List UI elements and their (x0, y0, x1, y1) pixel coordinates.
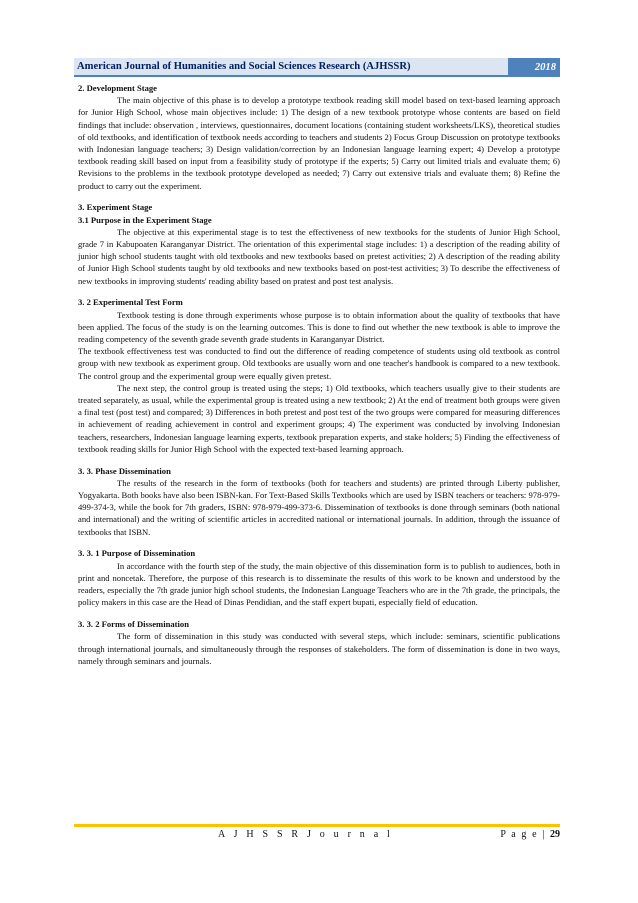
section-heading: 3. 3. 1 Purpose of Dissemination (78, 548, 196, 559)
page-number: 29 (550, 829, 560, 840)
section-heading: 3. 3. 2 Forms of Dissemination (78, 619, 189, 630)
section-forms-of-dissemination (78, 618, 560, 667)
journal-header (74, 58, 560, 77)
paragraph: The results of the research in the form of textbooks (both for teachers and students) are printed through Liberty publisher, Yogyakarta. Both books have also been ISBN-kan. For Text-Based Skills Textbooks which are used by ISBN teachers or teachers: 978-979-499-374-3, while the book for 7th graders, ISBN: 978-979-499-373-6. Dissemination of textbooks is done through seminars (both national and international) and the writing of scientific articles in accredited national or international journals. In addition, through the issuance of textbooks that ISBN. (78, 477, 560, 537)
paragraph: The form of dissemination in this study was conducted with several steps, which include: seminars, scientific publications through international journals, and simultaneously through the responses of stakeholders. The form of dissemination is done in two ways, namely through seminars and journals. (78, 631, 560, 666)
paragraph: Textbook testing is done through experiments whose purpose is to obtain information about the quality of textbooks that have been applied. The focus of the study is on the learning outcomes. This is done to find out whether the new textbook is able to improve the reading competency of the seventh grade seventh grade students in Karanganyar District. (78, 309, 560, 345)
paragraph: The main objective of this phase is to develop a prototype textbook reading skill model based on text-based learning approach for Junior High School, whose main objectives include: 1) The design of a new textbook prototype whose contents are based on field findings that include: observation , interviews, questionnaires, document locations (containing student worksheets/LKS), theoretical studies of old textbooks, and identification of textbook needs according to teachers and students 2) Focus Group Discussion on prototype textbooks with Indonesian language teachers; 3) Design validation/correction by an Indonesian language learning expert; 4) Develop a prototype textbook reading skill based on input from a feasibility study of prototype if the experts; 5) Carry out limited trials and evaluate them; 6) Revisions to the problems in the textbook prototype developed as needed; 7) Carry out extensive trials and evaluate them; 8) Refine the product to carry out the experiment. (78, 95, 560, 191)
section-heading: 3. Experiment Stage (78, 202, 153, 213)
paragraph: In accordance with the fourth step of the study, the main objective of this dissemination form is to publish to audiences, both in print and noncetak. Therefore, the purpose of this research is to disseminate the results of this work to be known and understood by the readers, especially the 7th grade junior high school students, the Indonesian Language Teachers who are in the 7th grade, the principals, the policy makers in this case are the Head of Dinas Pendidian, and the staff expert bupati, especially field of education. (78, 560, 560, 608)
journal-year: 2018 (508, 58, 560, 77)
footer-page-label: P a g e | (500, 829, 546, 840)
subsection-heading: 3.1 Purpose in the Experiment Stage (78, 214, 212, 225)
journal-title: American Journal of Humanities and Social Sciences Research (AJHSSR) (74, 58, 508, 77)
section-heading: 3. 3. Phase Dissemination (78, 465, 171, 476)
section-heading: 3. 2 Experimental Test Form (78, 297, 183, 308)
section-development-stage (78, 82, 560, 192)
paragraph: The next step, the control group is treated using the steps; 1) Old textbooks, which teachers usually give to their students are treated separately, as usual, while the experimental group is treated using a new textbook; 2) At the end of treatment both groups were given a final test (post test) and compared; 3) Differences in both pretest and post test of the two groups were compared for measuring differences in achievement of reading achievement in control and experiment groups; 4) The experiment was conducted by involving Indonesian teachers, researchers, Indonesian language learning experts, textbook preparation experts, and stake holders; 5) Finding the effectiveness of textbook reading skills for Junior High School with the expected text-based learning approach. (78, 382, 560, 454)
footer-page (500, 828, 560, 842)
footer-journal-label: A J H S S R J o u r n a l (218, 829, 394, 840)
section-phase-dissemination (78, 465, 560, 538)
footer-divider (74, 824, 560, 827)
article-body (78, 82, 560, 677)
section-heading: 2. Development Stage (78, 83, 158, 93)
section-experiment-stage (78, 201, 560, 286)
paragraph: The textbook effectiveness test was conducted to find out the difference of reading competence of students using old textbook as control group with new textbook as experiment group. Old textbooks are usually worn and one teacher's handbook is compared to a new textbook. The control group and the experimental group were equally given pretest. (78, 346, 560, 381)
section-purpose-of-dissemination (78, 547, 560, 608)
paragraph: The objective at this experimental stage is to test the effectiveness of new textbooks for the students of Junior High School, grade 7 in Kabupoaten Karanganyar District. The orientation of this experimental stage includes: 1) a description of the reading ability of junior high school students taught with old textbooks and new textbooks based on pretest activities; 2) A description of the reading ability of Junior High School students taught by old textbooks and new textbooks based on post-test activities; 3) To describe the effectiveness of new textbooks in improving students' reading ability based on pratest and post test analysis. (78, 226, 560, 286)
section-experimental-test-form (78, 296, 560, 455)
